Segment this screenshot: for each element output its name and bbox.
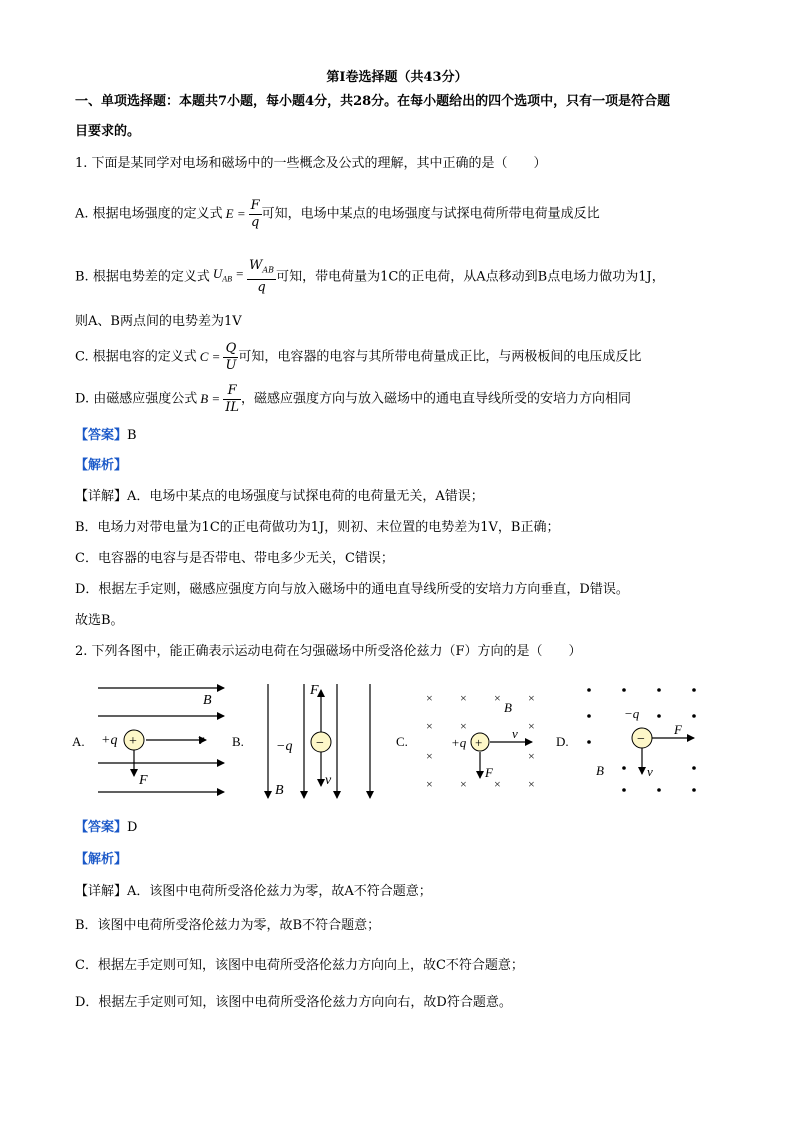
q1-b-pre: B. 根据电势差的定义式 — [75, 269, 210, 285]
dot-mark-icon — [587, 740, 591, 744]
cross-mark-icon: × — [494, 777, 501, 791]
fig-d-v: v — [647, 764, 653, 779]
fig-a-option: A. — [72, 734, 85, 749]
dot-mark-icon — [657, 714, 661, 718]
q1-a-num: F — [250, 197, 260, 213]
q1-d-lhs: B = — [200, 391, 221, 406]
q1-b-lhs-u: U — [212, 266, 223, 281]
q1-b-lhs — [213, 254, 244, 300]
q1-a-post: 可知，电场中某点的电场强度与试探电荷所带电荷量成反比 — [261, 206, 600, 222]
fig-b-v: v — [325, 773, 332, 788]
q1-stem: 1. 下面是某同学对电场和磁场中的一些概念及公式的理解，其中正确的是（ ） — [75, 156, 547, 171]
cross-mark-icon: × — [426, 719, 433, 733]
dot-mark-icon — [622, 688, 626, 692]
fig-b-f: F — [310, 683, 319, 698]
fig-c-sign: + — [475, 735, 483, 750]
q2-detail-c: C．根据左手定则可知，该图中电荷所受洛伦兹力方向向上，故C不符合题意； — [75, 958, 524, 973]
section-heading-line1: 一、单项选择题：本题共7小题，每小题4分，共28分。在每小题给出的四个选项中，只有一项是符合题 — [75, 94, 671, 109]
q2-answer-tag: 【答案】 — [75, 820, 128, 835]
q1-analysis-tag: 【解析】 — [75, 458, 128, 473]
fig-b-b: B — [275, 783, 284, 798]
q1-d-num: F — [223, 383, 241, 400]
q1-option-a — [75, 194, 754, 235]
cross-mark-icon: × — [426, 777, 433, 791]
q1-b-post: 可知，带电荷量为1C的正电荷，从A点移动到B点电场力做功为1J， — [276, 269, 665, 285]
q1-detail-d: D．根据左手定则，磁感应强度方向与放入磁场中的通电直导线所受的安培力方向垂直，D错误。 — [75, 582, 629, 597]
q1-a-fraction — [249, 198, 262, 231]
q1-c-lhs: C = — [199, 349, 221, 364]
q1-conclusion: 故选B。 — [75, 613, 124, 628]
q1-answer — [75, 426, 754, 446]
figure-b — [232, 683, 370, 798]
q1-c-post: 可知，电容器的电容与其所带电荷量成正比，与两极板间的电压成反比 — [238, 349, 642, 365]
fig-c-b: B — [504, 700, 512, 715]
cross-mark-icon: × — [426, 691, 433, 705]
fig-d-charge: −q — [624, 706, 640, 721]
fig-c-charge: +q — [451, 735, 467, 750]
q1-detail-b: B．电场力对带电量为1C的正电荷做功为1J，则初、末位置的电势差为1V，B正确； — [75, 520, 560, 535]
fig-b-option: B. — [232, 734, 244, 749]
q2-stem: 2. 下列各图中，能正确表示运动电荷在匀强磁场中所受洛伦兹力（F）方向的是（ ） — [75, 644, 582, 659]
q1-a-den: q — [250, 214, 260, 230]
page-title: 第Ⅰ卷选择题（共43分） — [326, 70, 468, 85]
q1-detail-c: C．电容器的电容与是否带电、带电多少无关，C错误； — [75, 551, 394, 566]
q1-c-pre: C. 根据电容的定义式 — [75, 349, 197, 365]
q2-answer-value: D — [127, 820, 138, 835]
cross-mark-icon: × — [426, 749, 433, 763]
fig-b-charge: −q — [276, 739, 293, 754]
fig-b-sign: − — [316, 736, 324, 751]
dot-mark-icon — [587, 688, 591, 692]
q1-d-den: IL — [225, 399, 239, 415]
q1-b-lhs-sub: AB — [222, 274, 232, 284]
fig-d-f: F — [674, 722, 682, 737]
q1-answer-value: B — [127, 428, 137, 443]
cross-mark-icon: × — [528, 749, 535, 763]
q1-c-den: U — [225, 357, 237, 373]
q1-b-fraction — [247, 258, 276, 296]
q1-c-num: Q — [223, 341, 238, 358]
q1-b-line2: 则A、B两点间的电势差为1V — [75, 314, 242, 329]
figure-d — [556, 688, 696, 792]
cross-mark-icon: × — [528, 691, 535, 705]
fig-d-option: D. — [556, 734, 569, 749]
cross-mark-icon: × — [528, 719, 535, 733]
q1-option-b — [75, 254, 754, 300]
dot-mark-icon — [692, 788, 696, 792]
cross-mark-icon: × — [494, 691, 501, 705]
q1-option-d — [75, 379, 754, 420]
fig-c-v: v — [512, 726, 518, 741]
q1-b-num — [247, 258, 276, 280]
dot-mark-icon — [692, 688, 696, 692]
dot-mark-icon — [622, 788, 626, 792]
q1-a-lhs: E = — [225, 206, 246, 221]
q1-d-pre: D. 由磁感应强度公式 — [75, 391, 198, 407]
cross-mark-icon: × — [460, 719, 467, 733]
q2-analysis-tag: 【解析】 — [75, 852, 128, 867]
dot-mark-icon — [657, 788, 661, 792]
q1-detail-a-text: A．电场中某点的电场强度与试探电荷的电荷量无关，A错误； — [127, 489, 484, 504]
q1-d-post: ，磁感应强度方向与放入磁场中的通电直导线所受的安培力方向相同 — [240, 391, 631, 407]
fig-a-f: F — [139, 773, 148, 788]
fig-a-sign: + — [129, 734, 137, 749]
q2-detail-d: D．根据左手定则可知，该图中电荷所受洛伦兹力方向向右，故D符合题意。 — [75, 995, 512, 1010]
cross-mark-icon: × — [460, 691, 467, 705]
q1-b-num-sub: AB — [262, 265, 275, 275]
q2-detail-a — [75, 882, 754, 902]
q2-detail-tag: 【详解】 — [75, 884, 128, 899]
dot-mark-icon — [587, 714, 591, 718]
q1-detail-a — [75, 487, 754, 507]
fig-a-b: B — [203, 693, 212, 708]
q1-detail-tag: 【详解】 — [75, 489, 128, 504]
dot-mark-icon — [622, 766, 626, 770]
fig-a-charge: +q — [101, 733, 118, 748]
q1-b-num-w: W — [249, 258, 263, 273]
figure-a — [72, 688, 224, 792]
q1-c-fraction — [223, 341, 238, 374]
dot-mark-icon — [657, 688, 661, 692]
fig-d-sign: − — [637, 732, 645, 747]
cross-mark-icon: × — [460, 777, 467, 791]
q1-b-den: q — [257, 279, 266, 295]
fig-c-f: F — [485, 765, 493, 780]
q1-option-c — [75, 337, 754, 378]
q2-answer — [75, 818, 754, 838]
fig-a-v: v — [198, 733, 205, 748]
q2-detail-a-text: A．该图中电荷所受洛伦兹力为零，故A不符合题意； — [127, 884, 432, 899]
section-heading-line2: 目要求的。 — [75, 124, 141, 139]
cross-mark-icon: × — [528, 777, 535, 791]
q1-answer-tag: 【答案】 — [75, 428, 128, 443]
q2-figures — [0, 676, 794, 806]
fig-d-b: B — [596, 763, 604, 778]
q2-detail-b: B．该图中电荷所受洛伦兹力为零，故B不符合题意； — [75, 918, 381, 933]
dot-mark-icon — [692, 714, 696, 718]
figure-c — [396, 691, 535, 791]
q1-d-fraction — [223, 383, 241, 416]
dot-mark-icon — [692, 766, 696, 770]
fig-c-option: C. — [396, 734, 408, 749]
q1-a-pre: A. 根据电场强度的定义式 — [75, 206, 223, 222]
q1-b-eq: = — [235, 266, 245, 281]
